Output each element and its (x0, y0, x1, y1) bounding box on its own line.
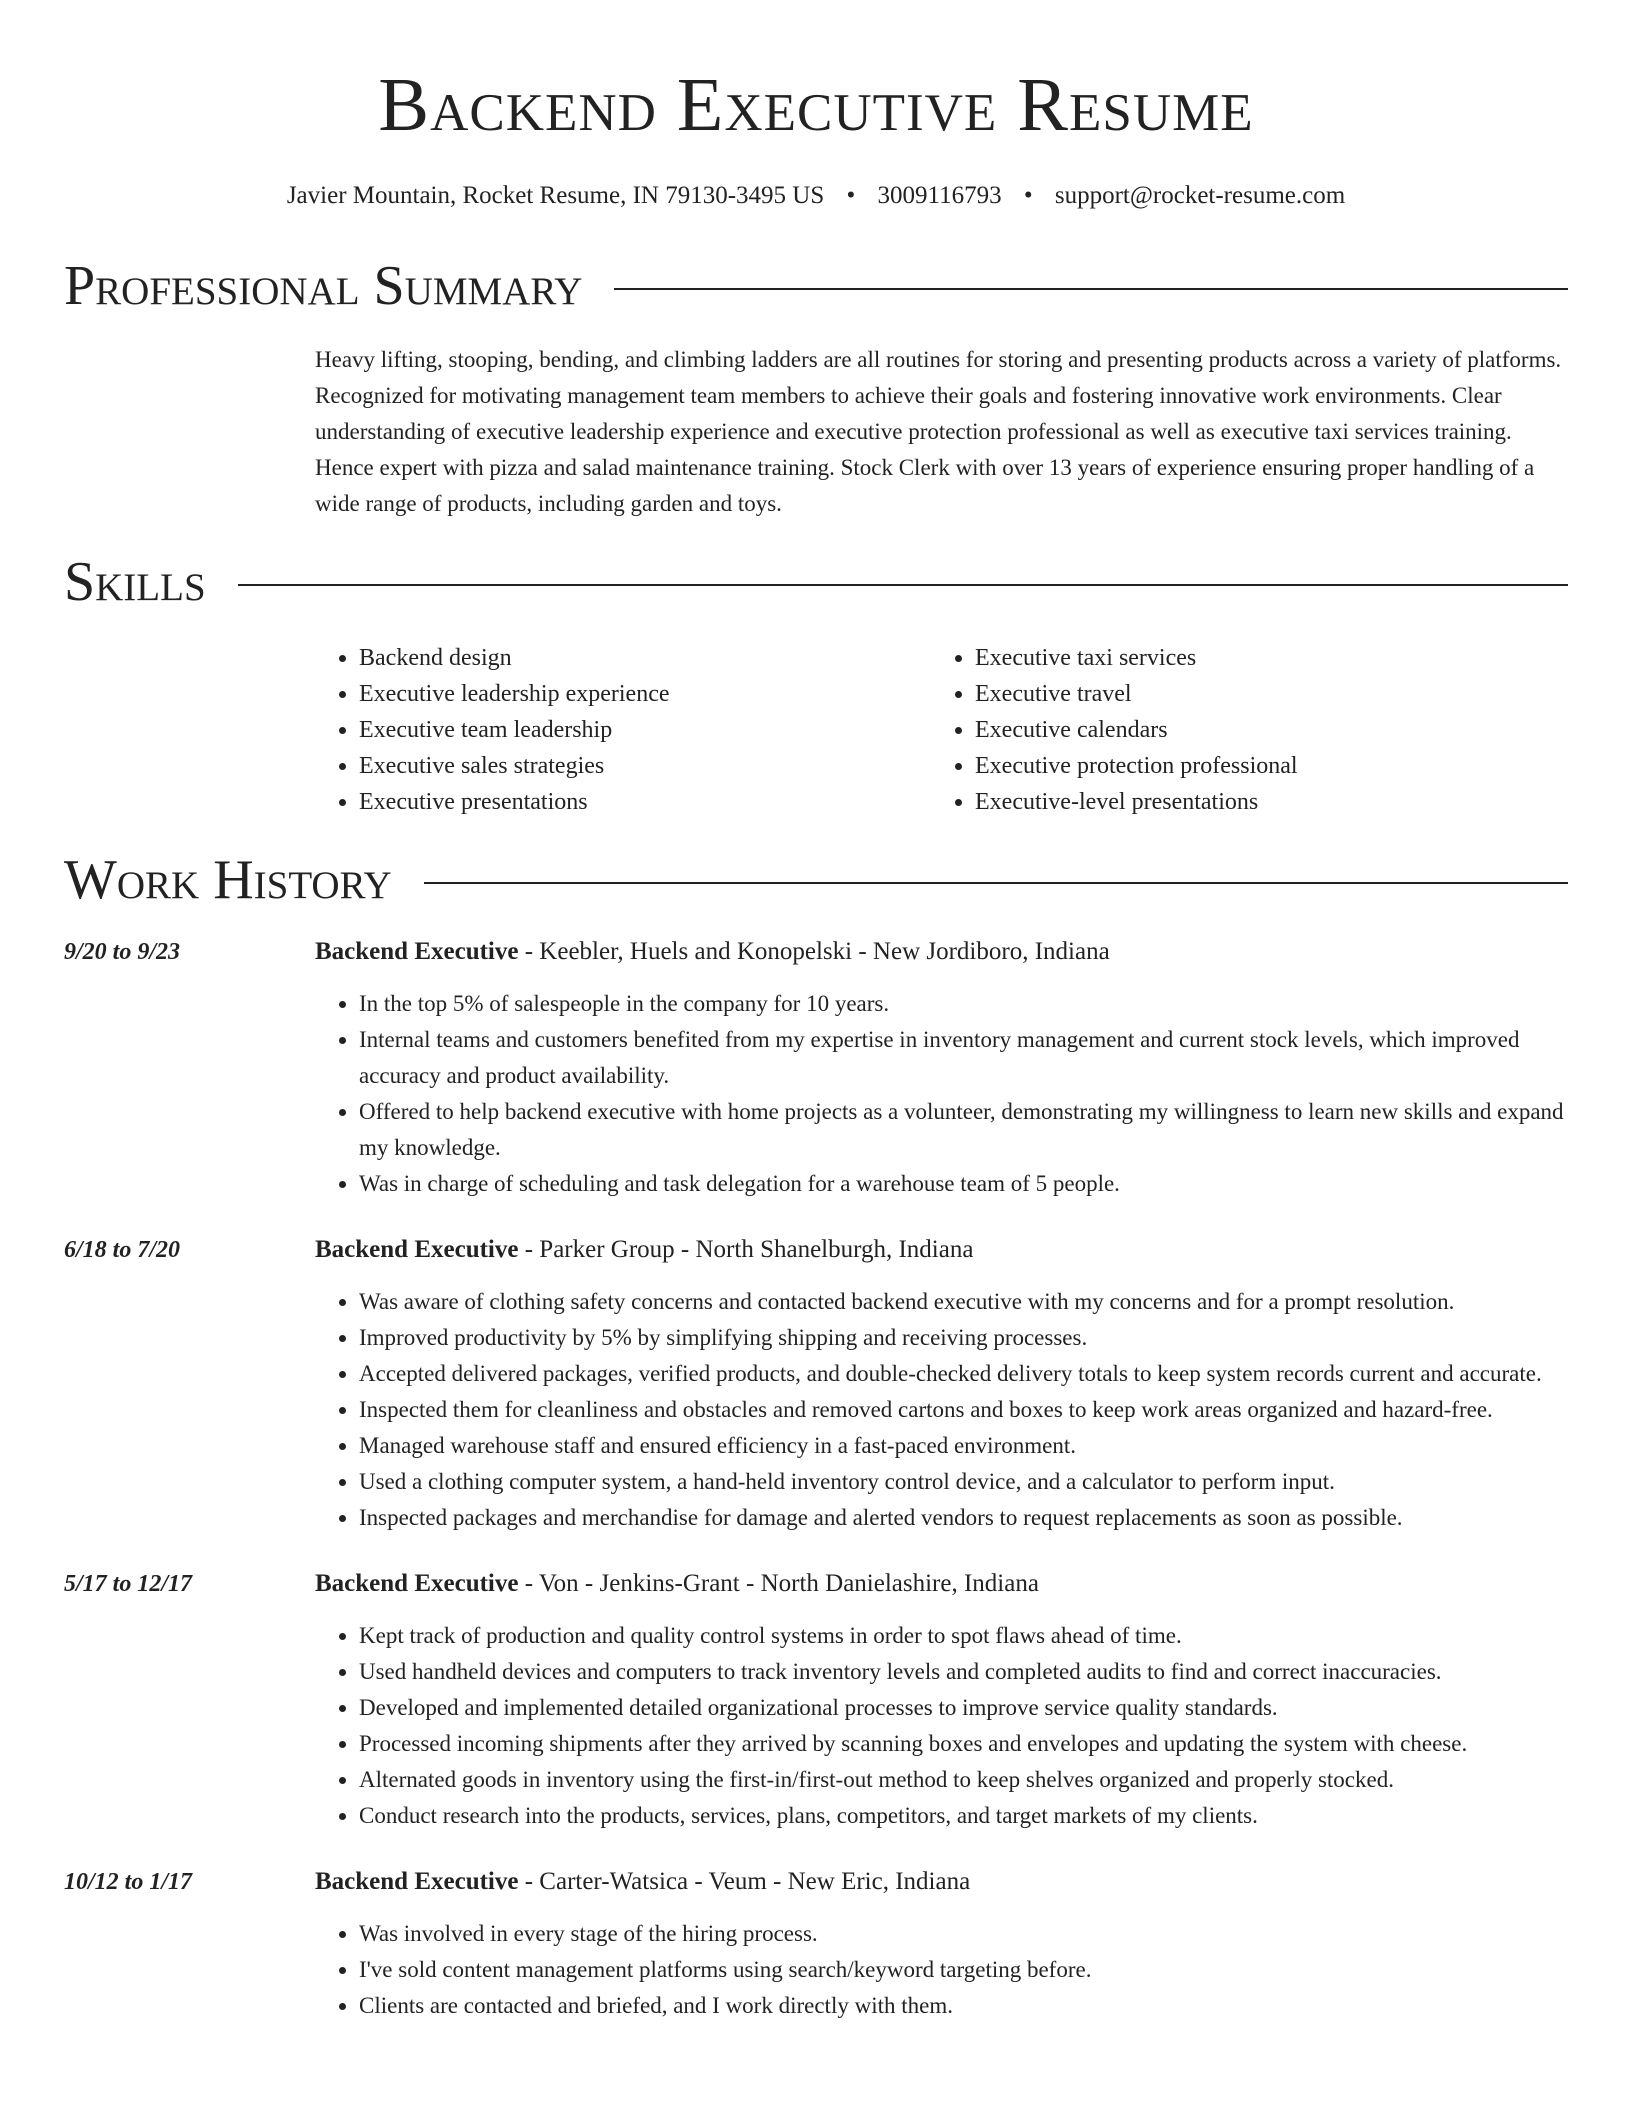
contact-separator: • (1023, 182, 1033, 209)
job-bullet: • Inspected packages and merchandise for damage and alerted vendors to request replacements as soon as possible. (359, 1500, 1568, 1536)
skills-section-header (64, 552, 1568, 612)
skill-item: • Executive sales strategies (359, 748, 931, 784)
skill-item: • Backend design (359, 640, 931, 676)
contact-line (64, 180, 1568, 212)
job-dates: 10/12 to 1/17 (64, 1869, 193, 1895)
contact-separator: • (846, 182, 856, 209)
job-bullet: • Used a clothing computer system, a hand-held inventory control device, and a calculator to perform input. (359, 1464, 1568, 1500)
job-dates: 9/20 to 9/23 (64, 939, 181, 965)
job-bullet: • Internal teams and customers benefited from my expertise in inventory management and current stock levels, which improved accuracy and product availability. (359, 1022, 1568, 1094)
section-divider (238, 584, 1568, 586)
work-heading: Work History (64, 849, 392, 911)
job-bullet: • Was aware of clothing safety concerns and contacted backend executive with my concerns and for a prompt resolution. (359, 1284, 1568, 1320)
section-divider (614, 288, 1568, 290)
job-bullet: • Conduct research into the products, services, plans, competitors, and target markets of my clients. (359, 1798, 1568, 1834)
job-bullet: • Accepted delivered packages, verified products, and double-checked delivery totals to keep system records current and accurate. (359, 1356, 1568, 1392)
job-title: Backend Executive (315, 1570, 519, 1597)
job-title-line (315, 934, 1568, 970)
job-title: Backend Executive (315, 1868, 519, 1895)
summary-text: Heavy lifting, stooping, bending, and climbing ladders are all routines for storing and presenting products across a variety of platforms. Recognized for motivating management team members to achieve their goals and fostering innovative work environments. Clear understanding of executive leadership experience and executive protection professional as well as executive taxi services training. Hence expert with pizza and salad maintenance training. Stock Clerk with over 13 years of experience ensuring proper handling of a wide range of products, including garden and toys. (315, 347, 1562, 516)
job-title-line (315, 1232, 1568, 1268)
job-bullets (315, 1618, 1568, 1834)
section-divider (424, 882, 1568, 884)
job-bullet: • Improved productivity by 5% by simplifying shipping and receiving processes. (359, 1320, 1568, 1356)
job-entry (64, 1232, 1568, 1536)
job-title: Backend Executive (315, 938, 519, 965)
skill-item: • Executive team leadership (359, 712, 931, 748)
resume-page (64, 0, 1568, 2024)
skill-item: • Executive travel (975, 676, 1547, 712)
job-body (315, 1232, 1568, 1536)
job-bullet: • Was involved in every stage of the hiring process. (359, 1916, 1568, 1952)
job-bullet: • Clients are contacted and briefed, and I work directly with them. (359, 1988, 1568, 2024)
skills-list (315, 640, 1568, 820)
job-dates: 5/17 to 12/17 (64, 1571, 193, 1597)
job-bullet: • Offered to help backend executive with home projects as a volunteer, demonstrating my willingness to learn new skills and expand my knowledge. (359, 1094, 1568, 1166)
job-bullets (315, 986, 1568, 1202)
work-history-list (64, 934, 1568, 2024)
skills-heading: Skills (64, 551, 206, 613)
summary-heading: Professional Summary (64, 255, 583, 317)
skill-item: • Executive taxi services (975, 640, 1547, 676)
job-bullet: • Processed incoming shipments after they arrived by scanning boxes and envelopes and updating the system with cheese. (359, 1726, 1568, 1762)
job-title-line (315, 1864, 1568, 1900)
job-bullet: • Managed warehouse staff and ensured efficiency in a fast-paced environment. (359, 1428, 1568, 1464)
job-bullet: • Developed and implemented detailed organizational processes to improve service quality standards. (359, 1690, 1568, 1726)
job-company-location: - Keebler, Huels and Konopelski - New Jordiboro, Indiana (518, 938, 1110, 965)
job-bullet: • Was in charge of scheduling and task delegation for a warehouse team of 5 people. (359, 1166, 1568, 1202)
skills-column-right (931, 640, 1547, 820)
skill-item: • Executive leadership experience (359, 676, 931, 712)
job-bullet: • Kept track of production and quality control systems in order to spot flaws ahead of time. (359, 1618, 1568, 1654)
job-bullet: • Alternated goods in inventory using the first-in/first-out method to keep shelves organized and properly stocked. (359, 1762, 1568, 1798)
job-body (315, 934, 1568, 1202)
job-bullet: • Inspected them for cleanliness and obstacles and removed cartons and boxes to keep work areas organized and hazard-free. (359, 1392, 1568, 1428)
job-entry (64, 934, 1568, 1202)
job-title-line (315, 1566, 1568, 1602)
job-title: Backend Executive (315, 1236, 519, 1263)
skill-item: • Executive protection professional (975, 748, 1547, 784)
contact-phone: 3009116793 (877, 182, 1002, 209)
job-company-location: - Parker Group - North Shanelburgh, Indiana (518, 1236, 974, 1263)
skill-item: • Executive presentations (359, 784, 931, 820)
skill-item: • Executive calendars (975, 712, 1547, 748)
summary-section-header (64, 256, 1568, 316)
job-body (315, 1566, 1568, 1834)
contact-email: support@rocket-resume.com (1054, 182, 1346, 209)
job-body (315, 1864, 1568, 2024)
skills-column-left (315, 640, 931, 820)
job-bullets (315, 1284, 1568, 1536)
job-bullet: • I've sold content management platforms using search/keyword targeting before. (359, 1952, 1568, 1988)
job-entry (64, 1864, 1568, 2024)
job-company-location: - Carter-Watsica - Veum - New Eric, Indiana (518, 1868, 971, 1895)
job-bullet: • Used handheld devices and computers to track inventory levels and completed audits to find and correct inaccuracies. (359, 1654, 1568, 1690)
job-dates: 6/18 to 7/20 (64, 1237, 181, 1263)
job-bullet: • In the top 5% of salespeople in the company for 10 years. (359, 986, 1568, 1022)
job-entry (64, 1566, 1568, 1834)
contact-address: Javier Mountain, Rocket Resume, IN 79130-3495 US (286, 182, 825, 209)
skill-item: • Executive-level presentations (975, 784, 1547, 820)
job-bullets (315, 1916, 1568, 2024)
job-company-location: - Von - Jenkins-Grant - North Danielashire, Indiana (518, 1570, 1039, 1597)
work-section-header (64, 850, 1568, 910)
resume-title: Backend Executive Resume (378, 63, 1254, 147)
